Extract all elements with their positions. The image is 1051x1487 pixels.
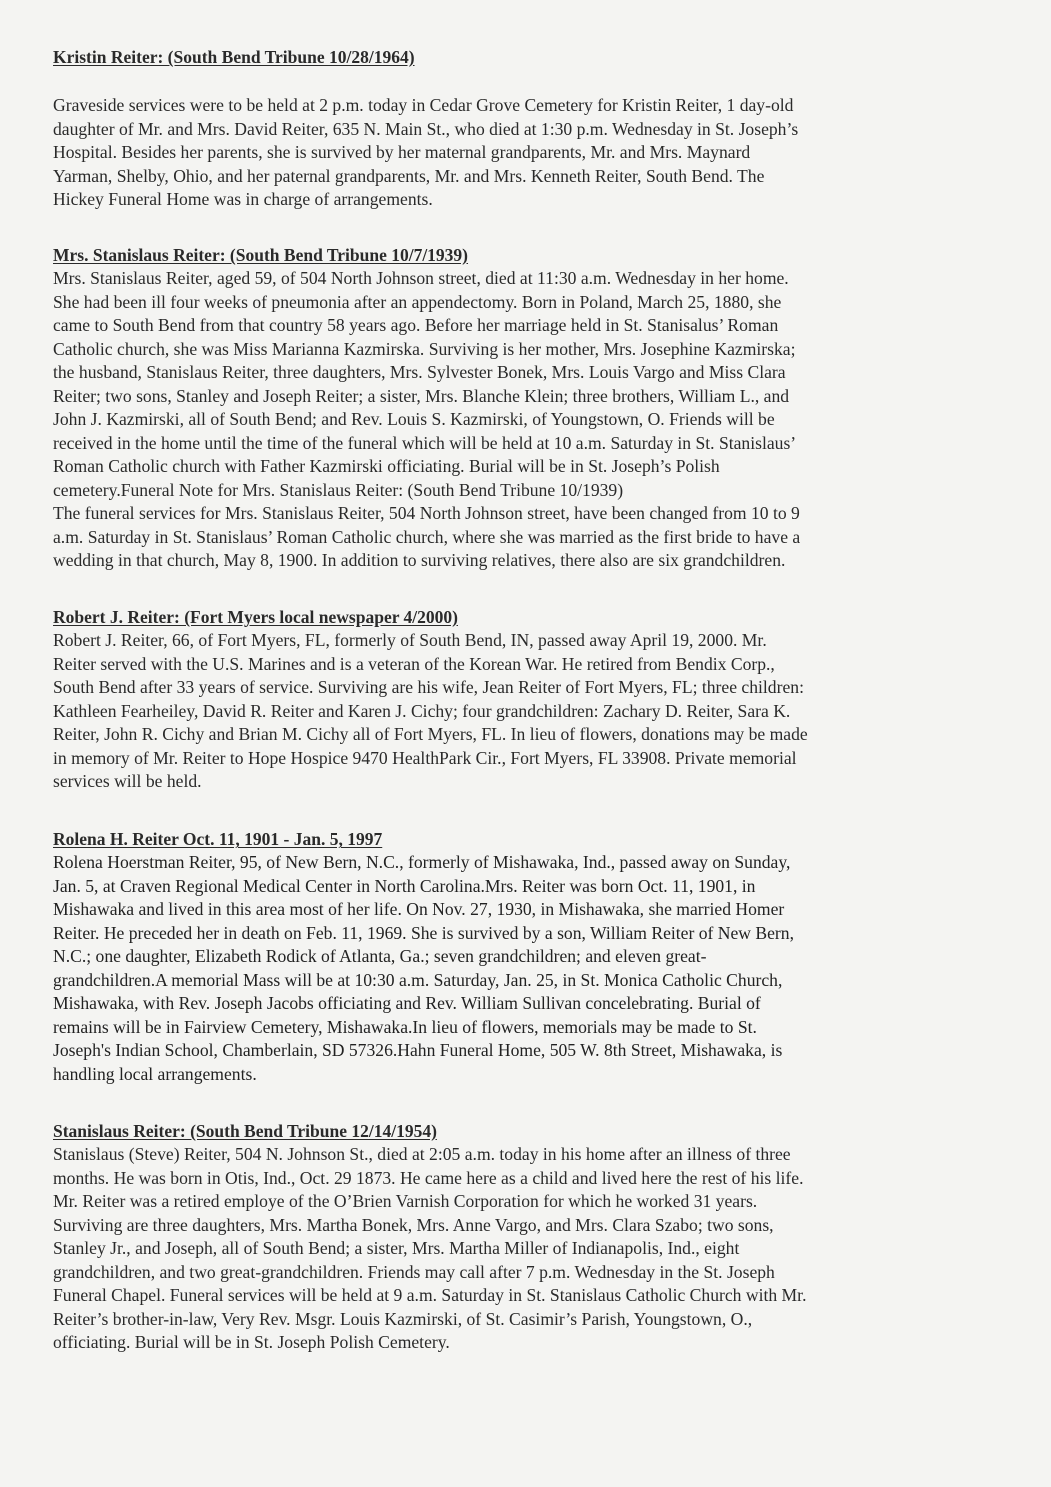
entry-text-line: Funeral Chapel. Funeral services will be held at 9 a.m. Saturday in St. Stanislaus Catholic Church with Mr. bbox=[53, 1285, 807, 1305]
entry-text-line: South Bend after 33 years of service. Surviving are his wife, Jean Reiter of Fort Myers, FL; three children: bbox=[53, 677, 804, 697]
entry-text-line: Robert J. Reiter, 66, of Fort Myers, FL, formerly of South Bend, IN, passed away April 19, 2000. Mr. bbox=[53, 630, 767, 650]
entry-text-line: grandchildren, and two great-grandchildren. Friends may call after 7 p.m. Wednesday in the St. Joseph bbox=[53, 1261, 775, 1282]
entry-text-line: grandchildren.A memorial Mass will be at 10:30 a.m. Saturday, Jan. 25, in St. Monica Catholic Church, bbox=[53, 969, 783, 990]
entry-text-line: Stanislaus (Steve) Reiter, 504 N. Johnson St., died at 2:05 a.m. today in his home after an illness of three bbox=[53, 1144, 791, 1164]
entry-text-line: Kathleen Fearheiley, David R. Reiter and Karen J. Cichy; four grandchildren: Zachary D. Reiter, Sara K. bbox=[53, 700, 791, 721]
entry-text-line: Joseph's Indian School, Chamberlain, SD 57326.Hahn Funeral Home, 505 W. 8th Street, Mishawaka, is bbox=[53, 1040, 783, 1060]
entry-text-line: officiating. Burial will be in St. Joseph Polish Cemetery. bbox=[53, 1332, 450, 1352]
entry-text-line: John J. Kazmirski, all of South Bend; and Rev. Louis S. Kazmirski, of Youngstown, O. Friends will be bbox=[53, 409, 775, 429]
entry-text-line: cemetery.Funeral Note for Mrs. Stanislaus Reiter: (South Bend Tribune 10/1939) bbox=[53, 479, 624, 500]
entry-text-line: Reiter’s brother-in-law, Very Rev. Msgr. Louis Kazmirski, of St. Casimir’s Parish, Youngstown, O., bbox=[53, 1308, 753, 1329]
entry-text-line: services will be held. bbox=[53, 771, 202, 791]
obituary-robert-j-reiter bbox=[53, 606, 953, 794]
entry-text-line: Jan. 5, at Craven Regional Medical Center in North Carolina.Mrs. Reiter was born Oct. 11, 1901, in bbox=[53, 875, 756, 896]
entry-text-line: Reiter; two sons, Stanley and Joseph Reiter; a sister, Mrs. Blanche Klein; three brothers, William L., and bbox=[53, 385, 790, 406]
entry-text-line: received in the home until the time of the funeral which will be held at 10 a.m. Saturday in St. Stanislaus’ bbox=[53, 432, 797, 453]
entry-text-line: came to South Bend from that country 58 years ago. Before her marriage held in St. Stanisalus’ Roman bbox=[53, 315, 779, 335]
entry-text-line: She had been ill four weeks of pneumonia after an appendectomy. Born in Poland, March 25, 1880, she bbox=[53, 291, 782, 312]
entry-text-line: Catholic church, she was Miss Marianna Kazmirska. Surviving is her mother, Mrs. Josephine Kazmirska; bbox=[53, 338, 796, 359]
entry-text-line: handling local arrangements. bbox=[53, 1063, 257, 1084]
obituary-rolena-h-reiter bbox=[53, 828, 953, 1086]
entry-heading: Stanislaus Reiter: (South Bend Tribune 12/14/1954) bbox=[53, 1121, 437, 1141]
entry-text-line: the husband, Stanislaus Reiter, three daughters, Mrs. Sylvester Bonek, Mrs. Louis Vargo and Miss Clara bbox=[53, 362, 786, 382]
entry-text-line: Surviving are three daughters, Mrs. Martha Bonek, Mrs. Anne Vargo, and Mrs. Clara Szabo; two sons, bbox=[53, 1214, 774, 1235]
entry-text-line: Roman Catholic church with Father Kazmirski officiating. Burial will be in St. Joseph’s Polish bbox=[53, 456, 720, 476]
entry-text-line: Hickey Funeral Home was in charge of arrangements. bbox=[53, 189, 433, 209]
entry-text-line: daughter of Mr. and Mrs. David Reiter, 635 N. Main St., who died at 1:30 p.m. Wednesday in St. Joseph’s bbox=[53, 118, 799, 139]
entry-text-line: Reiter. He preceded her in death on Feb. 11, 1969. She is survived by a son, William Reiter of New Bern, bbox=[53, 922, 794, 943]
entry-text-line: Reiter served with the U.S. Marines and is a veteran of the Korean War. He retired from Bendix Corp., bbox=[53, 653, 775, 674]
entry-text-line: remains will be in Fairview Cemetery, Mishawaka.In lieu of flowers, memorials may be made to St. bbox=[53, 1016, 757, 1037]
obituary-kristin-reiter bbox=[53, 46, 953, 212]
entry-text-line: N.C.; one daughter, Elizabeth Rodick of Atlanta, Ga.; seven grandchildren; and eleven great- bbox=[53, 946, 707, 966]
entry-heading: Mrs. Stanislaus Reiter: (South Bend Tribune 10/7/1939) bbox=[53, 245, 469, 265]
entry-text-line: Mishawaka, with Rev. Joseph Jacobs officiating and Rev. William Sullivan concelebrating. Burial of bbox=[53, 993, 761, 1013]
entry-text-line: a.m. Saturday in St. Stanislaus’ Roman Catholic church, where she was married as the first bride to have a bbox=[53, 526, 801, 547]
entry-text-line: Reiter, John R. Cichy and Brian M. Cichy all of Fort Myers, FL. In lieu of flowers, donations may be made bbox=[53, 724, 808, 744]
entry-text-line: Yarman, Shelby, Ohio, and her paternal grandparents, Mr. and Mrs. Kenneth Reiter, South Bend. The bbox=[53, 165, 765, 186]
entry-text-line: Mr. Reiter was a retired employe of the O’Brien Varnish Corporation for which he worked 31 years. bbox=[53, 1191, 758, 1211]
entry-heading: Kristin Reiter: (South Bend Tribune 10/28/1964) bbox=[53, 47, 415, 67]
entry-text-line: Graveside services were to be held at 2 p.m. today in Cedar Grove Cemetery for Kristin Reiter, 1 day-old bbox=[53, 95, 794, 115]
entry-text-line: in memory of Mr. Reiter to Hope Hospice 9470 HealthPark Cir., Fort Myers, FL 33908. Private memorial bbox=[53, 747, 797, 768]
entry-text-line: months. He was born in Otis, Ind., Oct. 29 1873. He came here as a child and lived here the rest of his life. bbox=[53, 1167, 804, 1188]
entry-text-line: Rolena Hoerstman Reiter, 95, of New Bern, N.C., formerly of Mishawaka, Ind., passed away on Sunday, bbox=[53, 852, 791, 872]
entry-text-line: Mrs. Stanislaus Reiter, aged 59, of 504 North Johnson street, died at 11:30 a.m. Wednesday in her home. bbox=[53, 268, 789, 288]
entry-text-line: Hospital. Besides her parents, she is survived by her maternal grandparents, Mr. and Mrs. Maynard bbox=[53, 142, 751, 162]
obituary-stanislaus-reiter bbox=[53, 1120, 953, 1355]
entry-text-line: Stanley Jr., and Joseph, all of South Bend; a sister, Mrs. Martha Miller of Indianapolis, Ind., eight bbox=[53, 1238, 740, 1258]
obituary-mrs-stanislaus-reiter bbox=[53, 244, 953, 573]
entry-text-line: Mishawaka and lived in this area most of her life. On Nov. 27, 1930, in Mishawaka, she married Homer bbox=[53, 899, 785, 919]
entry-heading: Robert J. Reiter: (Fort Myers local newspaper 4/2000) bbox=[53, 607, 458, 627]
entry-text-line: wedding in that church, May 8, 1900. In addition to surviving relatives, there also are six grandchildren. bbox=[53, 550, 786, 570]
entry-heading: Rolena H. Reiter Oct. 11, 1901 - Jan. 5, 1997 bbox=[53, 829, 383, 849]
entry-text-line: The funeral services for Mrs. Stanislaus Reiter, 504 North Johnson street, have been changed from 10 to 9 bbox=[53, 503, 800, 523]
